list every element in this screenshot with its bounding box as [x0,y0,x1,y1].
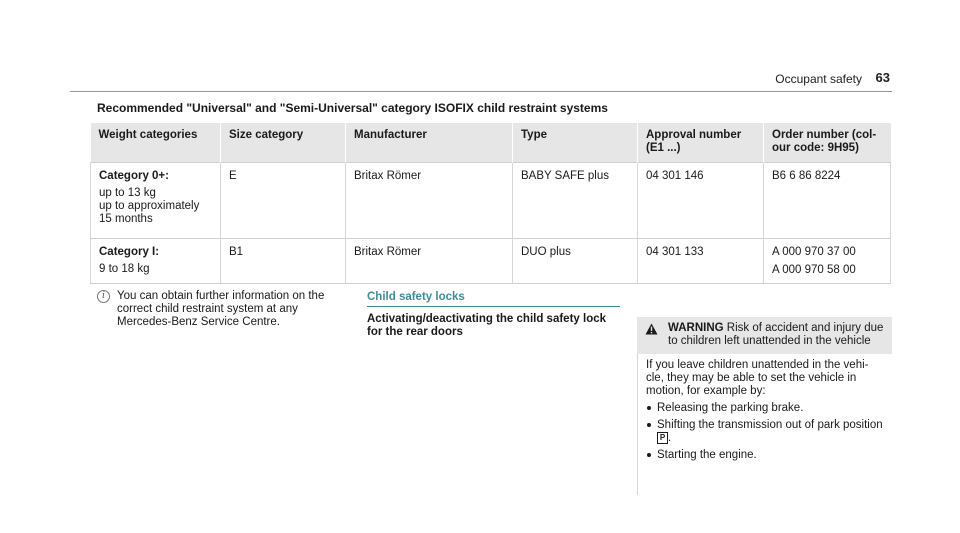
category-title: Category I: [99,246,160,258]
info-note-text: You can obtain further information on the correct child restraint system at any Mercedes-Benz Service Centre. [117,290,325,328]
header-divider [70,91,892,92]
list-item [646,449,884,462]
approval-cell: 04 301 133 [638,239,764,284]
table-header-row [91,123,891,163]
weight-cell [91,163,221,239]
warning-box [637,317,892,495]
column-header-size: Size category [221,123,346,163]
table-title: Recommended "Universal" and "Semi-Universal" category ISOFIX child restraint systems [97,101,608,115]
info-note [97,290,342,329]
table-row [91,239,891,284]
size-cell: E [221,163,346,239]
list-item-text: Shifting the transmission out of park position [657,419,883,431]
table-row [91,163,891,239]
warning-list [646,402,884,462]
page-number: 63 [875,70,890,85]
category-title: Category 0+: [99,170,169,182]
weight-cell [91,239,221,284]
warning-header [637,317,892,354]
order-number: B6 6 86 8224 [772,170,841,182]
order-number: A 000 970 37 00 [772,246,856,258]
type-cell: BABY SAFE plus [513,163,638,239]
list-item [646,402,884,415]
type-cell: DUO plus [513,239,638,284]
category-line: 9 to 18 kg [99,263,150,275]
info-icon: i [97,290,110,303]
section-title: Occupant safety [775,72,862,86]
column-header-weight: Weight categories [91,123,221,163]
section-heading: Child safety locks [367,291,620,307]
column-header-order: Order number (col-our code: 9H95) [764,123,891,163]
order-cell [764,163,891,239]
column-header-type: Type [513,123,638,163]
column-header-approval: Approval number (E1 ...) [638,123,764,163]
category-line: up to 13 kg [99,187,156,199]
order-cell [764,239,891,284]
order-number: A 000 970 58 00 [772,264,856,276]
warning-body [637,354,892,495]
warning-headline-text: Risk of accident and injury due to children left unattended in the vehicle [668,322,884,347]
park-position-symbol: P [657,432,668,444]
category-line: up to approximately 15 months [99,200,200,225]
isofix-table [90,123,891,284]
list-item-suffix: . [668,432,672,445]
list-item-text: Starting the engine. [657,449,757,462]
size-cell: B1 [221,239,346,284]
manufacturer-cell: Britax Römer [346,163,513,239]
approval-cell: 04 301 146 [638,163,764,239]
warning-body-text: If you leave children unattended in the vehi-cle, they may be able to set the vehicle in motion, for example by: [646,359,869,397]
column-header-manufacturer: Manufacturer [346,123,513,163]
list-item-text: Releasing the parking brake. [657,402,804,414]
warning-triangle-icon [645,323,658,335]
warning-headline [668,322,884,348]
warning-label: WARNING [668,322,724,334]
list-item [646,419,884,445]
manufacturer-cell: Britax Römer [346,239,513,284]
sub-heading: Activating/deactivating the child safety lock for the rear doors [367,313,607,338]
